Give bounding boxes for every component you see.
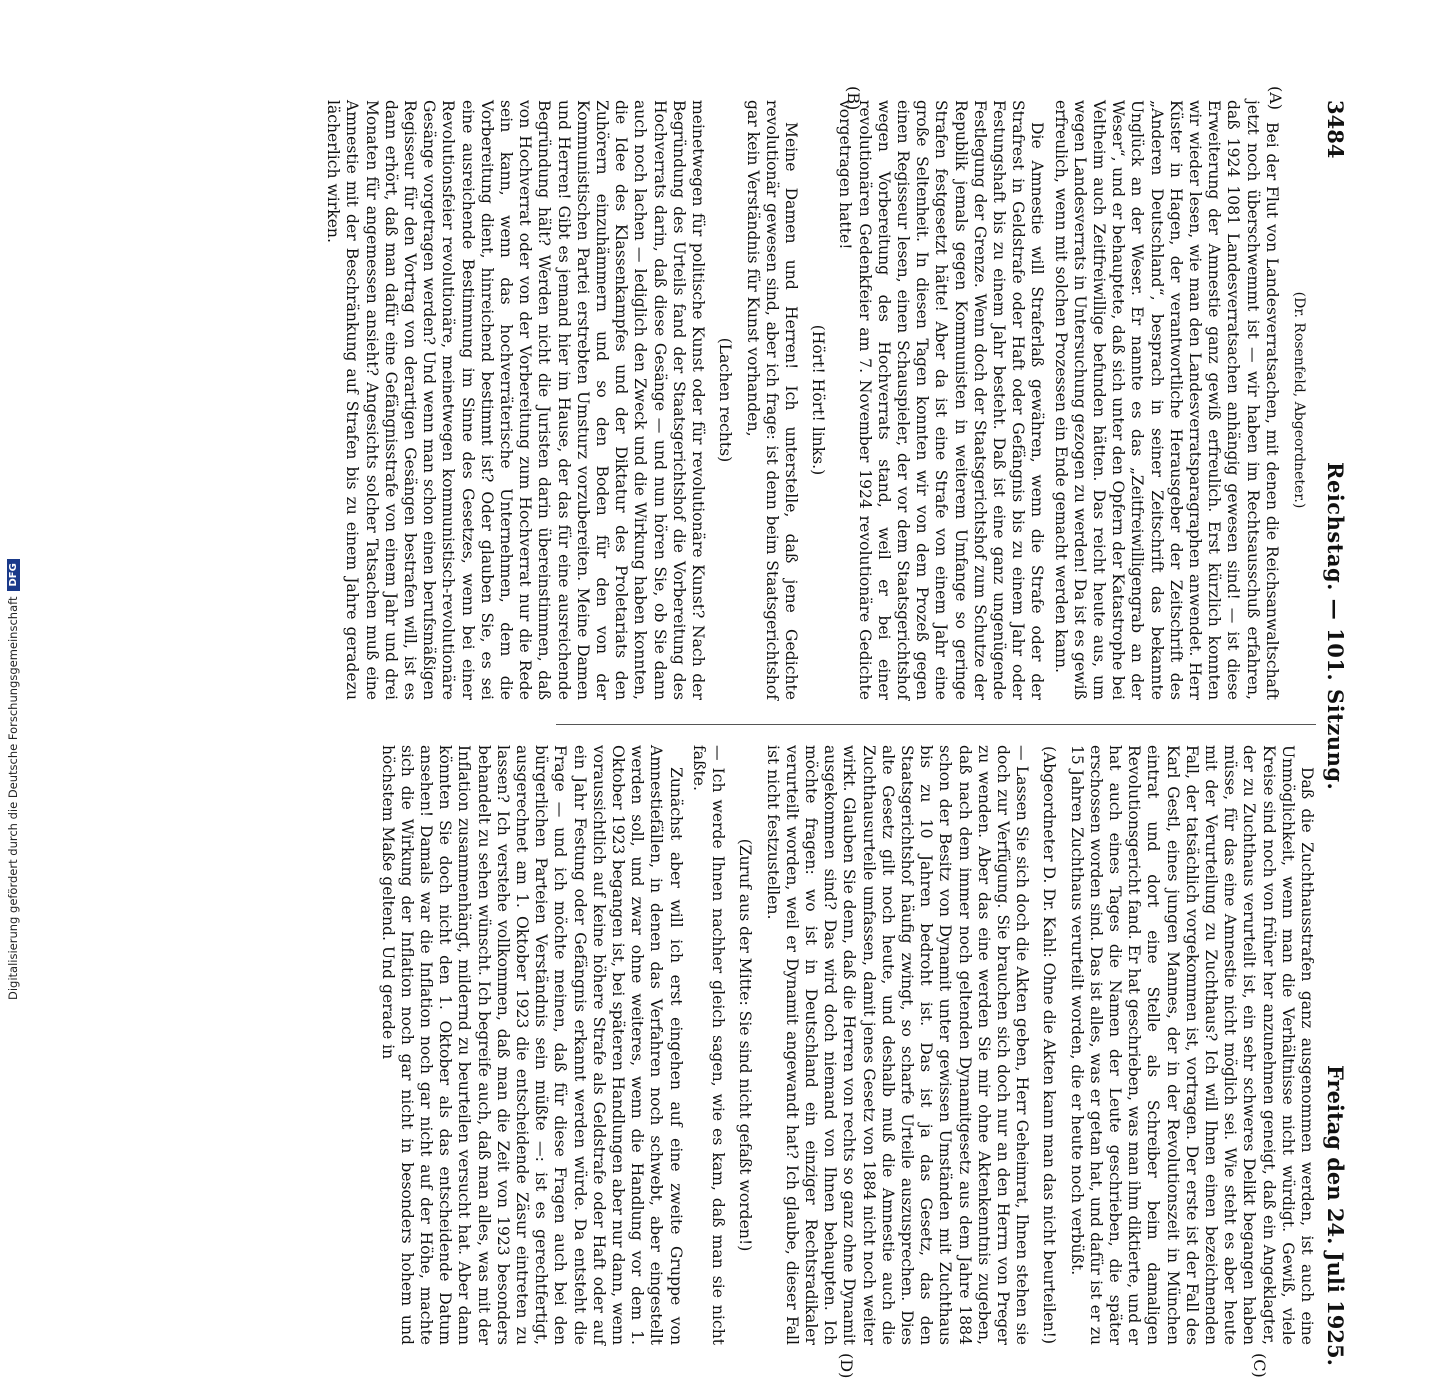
left-column [324, 100, 1316, 700]
page-number: 3484 [1323, 100, 1348, 159]
interjection: (Hört! Hört! links.) [809, 324, 828, 476]
session-date: Freitag den 24. Juli 1925. [1323, 1065, 1348, 1366]
interjection: (Zuruf aus der Mitte: Sie sind nicht gefaßt worden!) [736, 838, 755, 1252]
dfg-logo: DFG [7, 559, 20, 590]
digitization-credit [6, 559, 20, 1000]
speaker-label: (Dr. Rosenfeld, Abgeordneter.) [1291, 291, 1307, 509]
interjection: (Abgeordneter D. Dr. Kahl: Ohne die Akten kann man das nicht beurteilen!) [1040, 745, 1059, 1345]
credit-text: Digitalisierung gefördert durch die Deutsche Forschungsgemeinschaft [6, 596, 20, 1000]
margin-mark-c: (C) [1250, 1353, 1269, 1378]
paragraph: Meine Damen und Herren! Ich unterstelle, daß jene Gedichte revolutionär gewesen sind, aber ich frage: ist denn beim Staatsgerichtshof gar kein Verständnis für Kunst vorhanden, [743, 100, 800, 700]
page-title: Reichstag. — 101. Sitzung. [1323, 462, 1348, 791]
paragraph: — Lassen Sie sich doch die Akten geben, Herr Geheimrat, Ihnen stehen sie doch zur Verfügung. Sie brauchen sich doch nur an den Herrn von Preger zu wenden. Aber das eine werden Sie mir ohne Aktenkenntnis zugeben, daß nach dem immer noch geltenden Dynamitgesetz aus dem Jahre 1884 schon der Besitz von Dynamit unter gewissen Umständen mit Zuchthaus bis zu 10 Jahren bedroht ist. Das ist ja das Gesetz, das den Staatsgerichtshof häufig zwingt, so scharfe Urteile auszusprechen. Dies alte Gesetz gilt noch heute, und deshalb muß die Amnestie auch die Zuchthausurteile umfassen, damit jenes Gesetz von 1884 nicht noch weiter wirkt. Glauben Sie denn, daß die Herren von rechts so ganz ohne Dynamit ausgekommen sind? Das wird doch niemand von Ihnen behaupten. Ich möchte fragen: wo ist in Deutschland ein einziger Rechtsradikaler verurteilt worden, weil er Dynamit angewandt hat? Ich glaube, dieser Fall ist nicht festzustellen. [763, 745, 1032, 1345]
paragraph: Die Amnestie will Straferlaß gewähren, wenn die Strafe oder der Strafrest in Geldstrafe oder Haft oder Gefängnis bis zu einem Jahr oder Festungshaft bis zu einem Jahr besteht. Daß ist eine ganz ungenügende Festlegung der Grenze. Wenn doch der Staatsgerichtshof zum Schutze der Republik jemals gegen Kommunisten in weiterem Umfange so geringe Strafen festgesetzt hätte! Aber da ist eine Strafe von einem Jahr eine große Seltenheit. In diesen Tagen konnten wir von dem Prozeß gegen einen Regisseur lesen, einen Schauspieler, der vor dem Staatsgerichtshof wegen Vorbereitung des Hochverrats stand, weil er bei einer revolutionären Gedenkfeier am 7. November 1924 revolutionäre Gedichte vorgetragen hatte! [836, 100, 1047, 700]
paragraph: meinetwegen für politische Kunst oder für revolutionäre Kunst? Nach der Begründung des Urteils fand der Staatsgerichtshof die Vorbereitung des Hochverrats darin, daß diese Gesänge — und nun hören Sie, ob Sie dann auch noch lachen — lediglich den Zweck und die Wirkung haben konnten, die Idee des Klassenkampfes und der Diktatur des Proletariats den Zuhörern einzuhämmern und so den Boden für den von der Kommunistischen Partei erstrebten Umsturz vorzubereiten. Meine Damen und Herren! Gibt es jemand hier im Hause, der das für eine ausreichende Begründung hält? Werden nicht die Juristen darin übereinstimmen, daß von Hochverrat oder von der Vorbereitung zum Hochverrat nur die Rede sein kann, wenn das hochverräterische Unternehmen, dem die Vorbereitung dient, hinreichend bestimmt ist? Oder glauben Sie, es sei eine ausreichende Bestimmung im Sinne des Gesetzes, wenn bei einer Revolutionsfeier revolutionäre, meinetwegen kommunistisch-revolutionäre Gesänge vorgetragen werden? Und wenn man schon einen berufsmäßigen Regisseur für den Vortrag von derartigen Gesängen bestrafen will, ist es dann erhört, daß man dafür eine Gefängnisstrafe von einem Jahr und drei Monaten für angemessen ansieht? Angesichts solcher Tatsachen muß eine Amnestie mit der Beschränkung auf Strafen bis zu einem Jahre geradezu lächerlich wirken. [324, 100, 708, 700]
margin-mark-d: (D) [837, 1353, 856, 1378]
column-divider [556, 724, 1316, 725]
paragraph: — Ich werde Ihnen nachher gleich sagen, wie es kam, daß man sie nicht faßte. [689, 745, 728, 1345]
paragraph: Bei der Flut von Landesverratsachen, mit denen die Reichsanwaltschaft jetzt noch überschwemmt ist — wir haben im Rechtsausschuß erfahren, daß 1924 1081 Landesverratsachen anhängig gewesen sind! — ist diese Erweiterung der Amnestie ganz gewiß erfreulich. Erst kürzlich konnten wir wieder lesen, wie man den Landesverratsparagraphen anwendet. Herr Küster in Hagen, der verantwortliche Herausgeber der Zeitschrift des „Anderen Deutschland“, besprach in seiner Zeitschrift das bekannte Unglück an der Weser. Er nannte es das „Zeitfreiwilligengrab an der Weser“, und er behauptete, daß sich unter den Opfern der Katastrophe bei Veltheim auch Zeitfreiwillige befunden hätten. Das reicht heute aus, um wegen Landesverrats in Untersuchung gezogen zu werden! Da ist es gewiß erfreulich, wenn mit solchen Prozessen ein Ende gemacht werden kann. [1051, 100, 1281, 700]
margin-mark-a: (A) [1266, 86, 1285, 111]
interjection: (Lachen rechts) [716, 337, 735, 463]
paragraph: Zunächst aber will ich erst eingehen auf eine zweite Gruppe von Amnestiefällen, in denen das Verfahren noch schwebt, aber eingestellt werden soll, und zwar ohne weiteres, wenn die Handlung vor dem 1. Oktober 1923 begangen ist, bei späteren Handlungen aber nur dann, wenn voraussichtlich auf keine höhere Strafe als Geldstrafe oder Haft oder auf ein Jahr Festung oder Gefängnis erkannt werden würde. Da entsteht die Frage — und ich möchte meinen, daß für diese Fragen auch bei den bürgerlichen Parteien Verständnis sein müßte —: ist es gerechtfertigt, ausgerechnet am 1. Oktober 1923 die entscheidende Zäsur eintreten zu lassen? Ich verstehe vollkommen, daß man die Zeit von 1923 besonders behandelt zu sehen wünscht. Ich begreife auch, daß man alles, was mit der Inflation zusammenhängt, mildernd zu beurteilen versucht hat. Aber dann könnten Sie doch nicht den 1. Oktober als das entscheidende Datum ansehen! Damals war die Inflation noch gar nicht auf der Höhe, machte sich die Wirkung der Inflation noch gar nicht in besonders hohem und höchstem Maße geltend. Und gerade in [378, 745, 685, 1345]
margin-mark-b: (B) [844, 86, 863, 111]
paragraph: Daß die Zuchthausstrafen ganz ausgenommen werden, ist auch eine Unmöglichkeit, wenn man die Verhältnisse nicht würdigt. Gewiß, viele Kreise sind noch von früher her anzunehmen geneigt, daß ein Angeklagter, der zu Zuchthaus verurteilt ist, ein sehr schweres Delikt begangen haben müsse, für das eine Amnestie nicht möglich sei. Wie steht es aber heute mit der Verurteilung zu Zuchthaus? Ich will Ihnen einen bezeichnenden Fall, der tatsächlich vorgekommen ist, vortragen. Der erste ist der Fall des Karl Gestl, eines jungen Mannes, der in der Revolutionszeit in München eintrat und dort eine Stelle als Schreiber beim damaligen Revolutionsgericht fand. Er hat geschrieben, was man ihm diktierte, und er hat auch eines Tages die Namen der Leute geschrieben, die später erschossen worden sind. Das ist alles, was er getan hat, und dafür ist er zu 15 Jahren Zuchthaus verurteilt worden, die er heute noch verbüßt. [1067, 745, 1316, 1345]
right-column [378, 745, 1316, 1345]
